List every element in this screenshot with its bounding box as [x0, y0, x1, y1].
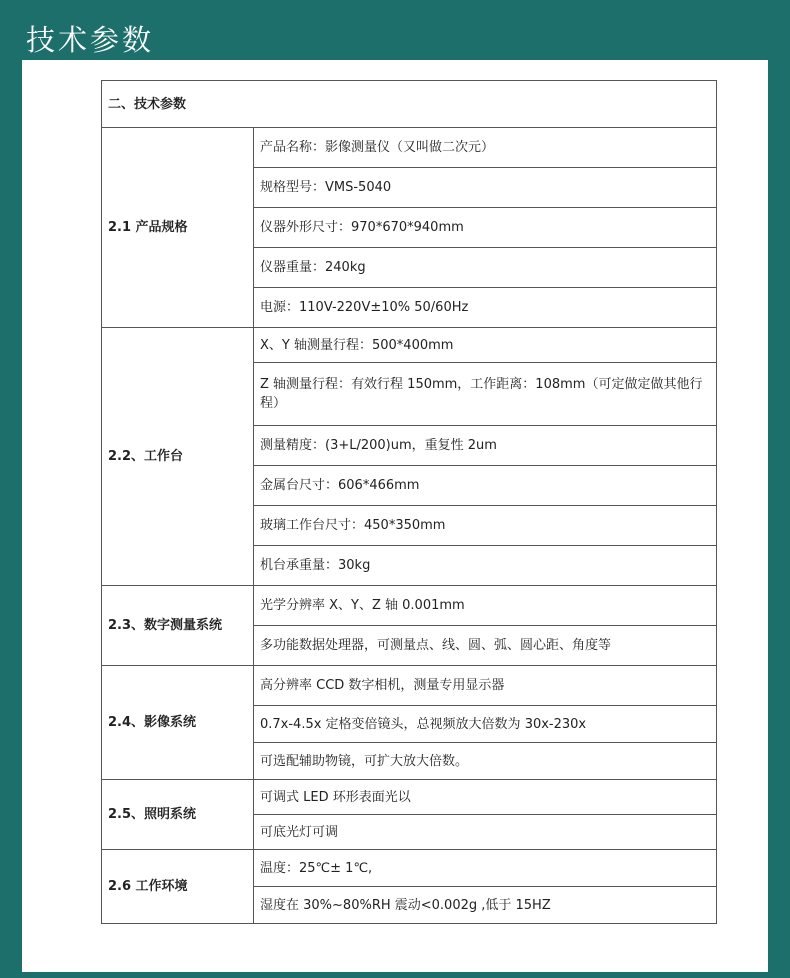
spec-item: 仪器外形尺寸：970*670*940mm: [254, 208, 717, 248]
spec-item: 仪器重量：240kg: [254, 248, 717, 288]
spec-item: 产品名称：影像测量仪（又叫做二次元）: [254, 128, 717, 168]
table-heading-row: [102, 81, 717, 128]
section-label: 2.3、数字测量系统: [102, 586, 254, 666]
spec-item: 高分辨率 CCD 数字相机，测量专用显示器: [254, 666, 717, 706]
table-row: [102, 780, 717, 815]
spec-item: X、Y 轴测量行程：500*400mm: [254, 328, 717, 363]
spec-item: 电源：110V-220V±10% 50/60Hz: [254, 288, 717, 328]
spec-sheet: [22, 60, 768, 972]
section-label: 2.5、照明系统: [102, 780, 254, 850]
spec-item: Z 轴测量行程：有效行程 150mm，工作距离：108mm（可定做定做其他行程）: [254, 363, 717, 426]
table-row: [102, 328, 717, 363]
spec-item: 温度：25℃± 1℃,: [254, 850, 717, 887]
spec-item: 可选配辅助物镜，可扩大放大倍数。: [254, 743, 717, 780]
spec-item: 规格型号：VMS-5040: [254, 168, 717, 208]
table-row: [102, 128, 717, 168]
table-row: [102, 586, 717, 626]
spec-item: 多功能数据处理器，可测量点、线、圆、弧、圆心距、角度等: [254, 626, 717, 666]
section-label: 2.6 工作环境: [102, 850, 254, 924]
spec-item: 玻璃工作台尺寸：450*350mm: [254, 506, 717, 546]
spec-item: 0.7x-4.5x 定格变倍镜头，总视频放大倍数为 30x-230x: [254, 706, 717, 743]
spec-item: 金属台尺寸：606*466mm: [254, 466, 717, 506]
table-heading: 二、技术参数: [102, 81, 717, 128]
spec-item: 机台承重量：30kg: [254, 546, 717, 586]
spec-item: 可调式 LED 环形表面光以: [254, 780, 717, 815]
spec-item: 光学分辨率 X、Y、Z 轴 0.001mm: [254, 586, 717, 626]
spec-item: 可底光灯可调: [254, 815, 717, 850]
section-label: 2.1 产品规格: [102, 128, 254, 328]
table-row: [102, 850, 717, 887]
table-row: [102, 666, 717, 706]
spec-item: 湿度在 30%~80%RH 震动<0.002g ,低于 15HZ: [254, 887, 717, 924]
spec-item: 测量精度：(3+L/200)um，重复性 2um: [254, 426, 717, 466]
page-title: 技术参数: [26, 23, 155, 57]
section-label: 2.4、影像系统: [102, 666, 254, 780]
section-label: 2.2、工作台: [102, 328, 254, 586]
spec-table: [101, 80, 717, 924]
